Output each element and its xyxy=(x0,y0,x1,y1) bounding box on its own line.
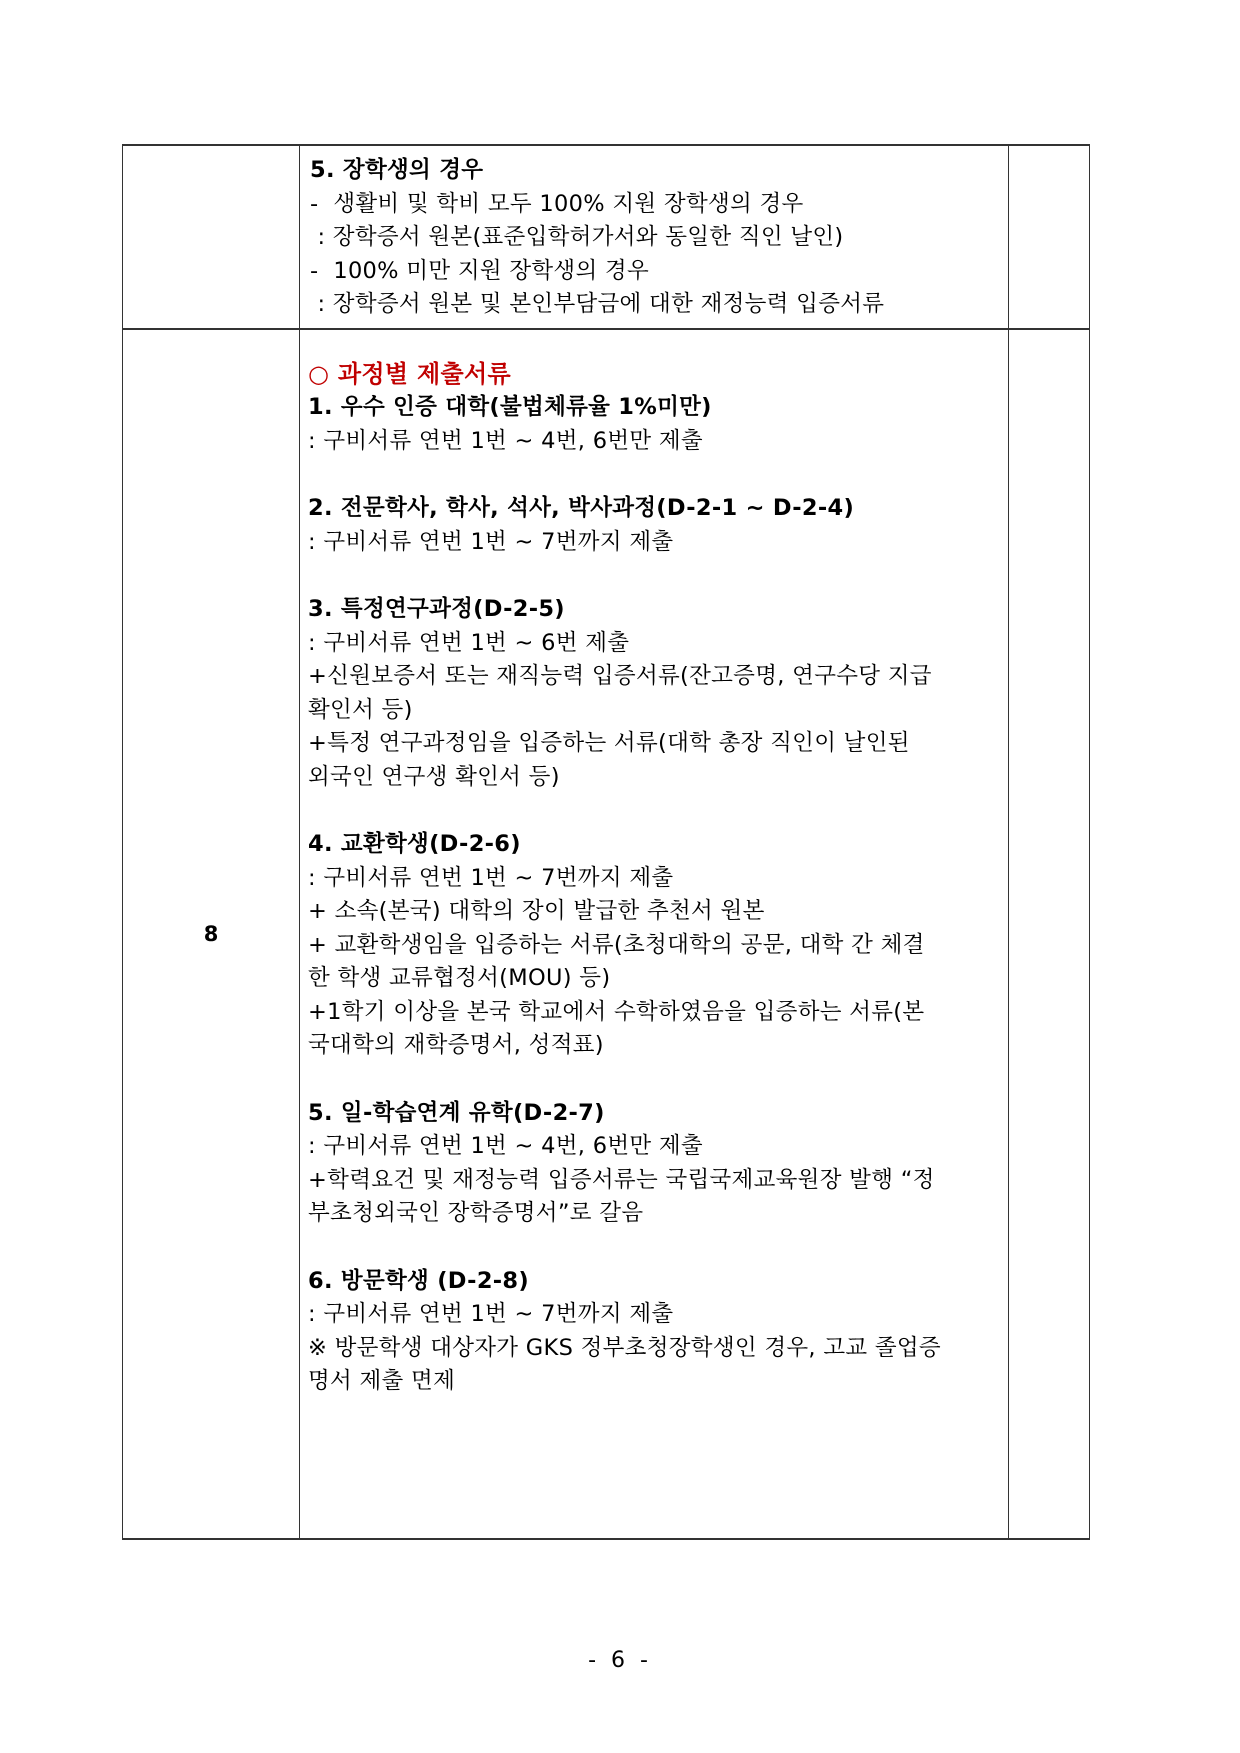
scholarship-heading: 5. 장학생의 경우 xyxy=(310,157,484,183)
text-line: 부초청외국인 장학증명서”로 갈음 xyxy=(308,1200,644,1226)
text-line: : 구비서류 연번 1번 ~ 7번까지 제출 xyxy=(308,528,674,555)
block-heading: 5. 일-학습연계 유학(D-2-7) xyxy=(308,1099,605,1126)
row-number-cell xyxy=(123,145,300,329)
block-heading: 3. 특정연구과정(D-2-5) xyxy=(308,596,565,622)
row-note-cell xyxy=(1009,329,1090,1539)
text-line: 국대학의 재학증명서, 성적표) xyxy=(308,1032,604,1058)
text-line: : 구비서류 연번 1번 ~ 7번까지 제출 xyxy=(308,1301,674,1327)
block-heading: 6. 방문학생 (D-2-8) xyxy=(308,1267,529,1294)
row-content-cell xyxy=(300,145,1009,329)
text-line: - 생활비 및 학비 모두 100% 지원 장학생의 경우 xyxy=(310,190,804,217)
block-heading: 4. 교환학생(D-2-6) xyxy=(308,831,521,857)
text-line: : 장학증서 원본(표준입학허가서와 동일한 직인 날인) xyxy=(310,224,844,250)
text-line: +신원보증서 또는 재직능력 입증서류(잔고증명, 연구수당 지급 xyxy=(308,663,932,689)
text-line: + 소속(본국) 대학의 장이 발급한 추천서 원본 xyxy=(308,898,765,924)
text-line: +학력요건 및 재정능력 입증서류는 국립국제교육원장 발행 “정 xyxy=(308,1166,935,1193)
note-line: 명서 제출 면제 xyxy=(308,1368,456,1394)
table-row xyxy=(123,329,1090,1539)
text-line: : 구비서류 연번 1번 ~ 6번 제출 xyxy=(308,629,630,656)
page-number: - 6 - xyxy=(588,1648,652,1673)
requirements-table xyxy=(122,144,1090,1540)
text-line: +1학기 이상을 본국 학교에서 수학하였음을 입증하는 서류(본 xyxy=(308,998,925,1025)
table-row xyxy=(123,145,1090,329)
row-content-cell xyxy=(300,329,1009,1539)
block-heading: 1. 우수 인증 대학(불법체류율 1%미만) xyxy=(308,394,712,420)
row-note-cell xyxy=(1009,145,1090,329)
text-line: 한 학생 교류협정서(MOU) 등) xyxy=(308,965,611,991)
section-title: ○ 과정별 제출서류 xyxy=(308,359,511,388)
text-line: - 100% 미만 지원 장학생의 경우 xyxy=(310,257,650,284)
text-line: : 구비서류 연번 1번 ~ 4번, 6번만 제출 xyxy=(308,427,703,454)
text-line: 외국인 연구생 확인서 등) xyxy=(308,763,560,790)
row-number: 8 xyxy=(203,921,219,946)
text-line: 확인서 등) xyxy=(308,696,413,723)
text-line: + 교환학생임을 입증하는 서류(초청대학의 공문, 대학 간 체결 xyxy=(308,931,925,958)
block-heading: 2. 전문학사, 학사, 석사, 박사과정(D-2-1 ~ D-2-4) xyxy=(308,495,855,521)
row-number-cell xyxy=(123,329,300,1539)
text-line: : 구비서류 연번 1번 ~ 7번까지 제출 xyxy=(308,864,674,891)
text-line: : 장학증서 원본 및 본인부담금에 대한 재정능력 입증서류 xyxy=(310,291,885,317)
text-line: : 구비서류 연번 1번 ~ 4번, 6번만 제출 xyxy=(308,1133,703,1159)
note-line: ※ 방문학생 대상자가 GKS 정부초청장학생인 경우, 고교 졸업증 xyxy=(308,1334,941,1361)
text-line: +특정 연구과정임을 입증하는 서류(대학 총장 직인이 날인된 xyxy=(308,730,910,756)
